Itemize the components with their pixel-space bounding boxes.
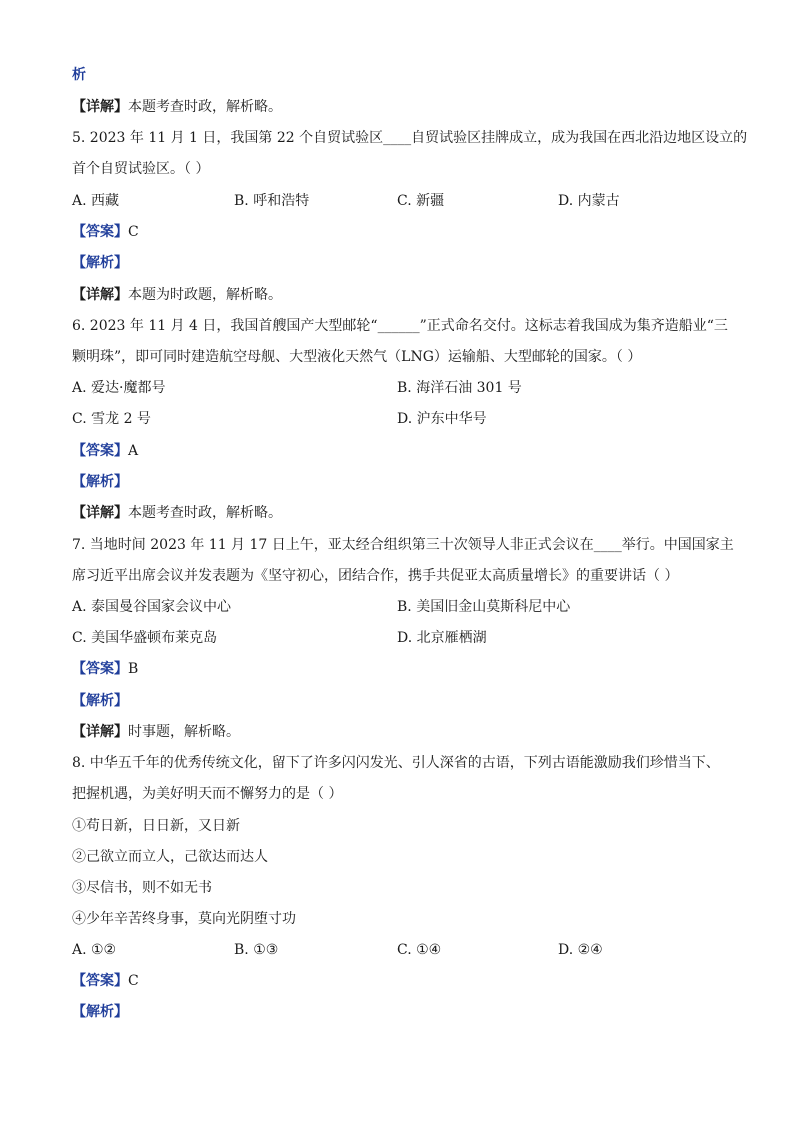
q6-detail-label: 【详解】 xyxy=(72,505,128,521)
q8-answer-label: 【答案】 xyxy=(72,973,128,989)
q6-option-c: C. 雪龙 2 号 xyxy=(72,411,151,427)
q5-answer-value: C xyxy=(128,224,139,240)
q8-analysis xyxy=(72,1003,128,1021)
q8-answer-value: C xyxy=(128,973,139,989)
q6-option-a: A. 爱达·魔都号 xyxy=(72,380,166,396)
detail-line xyxy=(72,98,282,116)
q6-detail-text: 本题考查时政，解析略。 xyxy=(128,505,282,521)
q8-item-2: ②己欲立而立人，己欲达而达人 xyxy=(72,849,268,865)
q7-answer-value: B xyxy=(128,661,139,677)
q7-answer xyxy=(72,660,138,678)
detail-text: 本题考查时政，解析略。 xyxy=(128,99,282,115)
q8-item-1: ①苟日新，日日新，又日新 xyxy=(72,818,240,834)
q6-answer-value: A xyxy=(128,443,139,459)
q7-detail xyxy=(72,723,240,741)
q5-analysis xyxy=(72,254,128,272)
q6-answer-label: 【答案】 xyxy=(72,443,128,459)
q7-option-c: C. 美国华盛顿布莱克岛 xyxy=(72,630,218,646)
q6-analysis-label: 【解析】 xyxy=(72,474,128,490)
q6-stem-line1: 6. 2023 年 11 月 4 日，我国首艘国产大型邮轮“______”正式命名交付。这标志着我国成为集齐造船业“三 xyxy=(72,318,728,334)
q6-detail xyxy=(72,504,282,522)
q5-detail-label: 【详解】 xyxy=(72,287,128,303)
q8-analysis-label: 【解析】 xyxy=(72,1004,128,1020)
q8-option-b: B. ①③ xyxy=(234,942,279,958)
q5-stem-line1: 5. 2023 年 11 月 1 日，我国第 22 个自贸试验区____自贸试验区挂牌成立，成为我国在西北沿边地区设立的 xyxy=(72,130,748,146)
q7-analysis xyxy=(72,692,128,710)
q5-answer xyxy=(72,223,139,241)
q5-analysis-label: 【解析】 xyxy=(72,255,128,271)
analysis-fragment-text: 析 xyxy=(72,67,86,83)
q6-option-b: B. 海洋石油 301 号 xyxy=(397,380,522,396)
q6-analysis xyxy=(72,473,128,491)
q8-option-a: A. ①② xyxy=(72,942,117,958)
q8-option-d: D. ②④ xyxy=(558,942,603,958)
q5-answer-label: 【答案】 xyxy=(72,224,128,240)
q5-option-b: B. 呼和浩特 xyxy=(234,193,310,209)
q8-item-3: ③尽信书，则不如无书 xyxy=(72,880,212,896)
q5-option-c: C. 新疆 xyxy=(397,193,445,209)
q7-detail-text: 时事题，解析略。 xyxy=(128,724,240,740)
q8-option-c: C. ①④ xyxy=(397,942,442,958)
q5-option-a: A. 西藏 xyxy=(72,193,120,209)
q8-answer xyxy=(72,972,139,990)
q5-detail-text: 本题为时政题，解析略。 xyxy=(128,287,282,303)
q7-option-b: B. 美国旧金山莫斯科尼中心 xyxy=(397,599,571,615)
q7-detail-label: 【详解】 xyxy=(72,724,128,740)
q8-item-4: ④少年辛苦终身事，莫向光阴堕寸功 xyxy=(72,911,296,927)
q5-stem-line2: 首个自贸试验区。（ ） xyxy=(72,161,210,177)
q8-stem-line2: 把握机遇，为美好明天而不懈努力的是（ ） xyxy=(72,786,343,802)
detail-label: 【详解】 xyxy=(72,99,128,115)
q7-answer-label: 【答案】 xyxy=(72,661,128,677)
q6-stem-line2: 颗明珠”，即可同时建造航空母舰、大型液化天然气（LNG）运输船、大型邮轮的国家。（ ） xyxy=(72,349,642,365)
q8-stem-line1: 8. 中华五千年的优秀传统文化，留下了许多闪闪发光、引人深省的古语，下列古语能激励我们珍惜当下、 xyxy=(72,755,720,771)
q5-option-d: D. 内蒙古 xyxy=(558,193,620,209)
q6-answer xyxy=(72,442,138,460)
q7-stem-line2: 席习近平出席会议并发表题为《坚守初心，团结合作，携手共促亚太高质量增长》的重要讲话（ ） xyxy=(72,568,679,584)
q7-option-d: D. 北京雁栖湖 xyxy=(397,630,487,646)
q7-option-a: A. 泰国曼谷国家会议中心 xyxy=(72,599,232,615)
q7-analysis-label: 【解析】 xyxy=(72,693,128,709)
q5-detail xyxy=(72,286,282,304)
analysis-fragment xyxy=(72,66,86,84)
q6-option-d: D. 沪东中华号 xyxy=(397,411,487,427)
q7-stem-line1: 7. 当地时间 2023 年 11 月 17 日上午，亚太经合组织第三十次领导人非正式会议在____举行。中国国家主 xyxy=(72,537,734,553)
